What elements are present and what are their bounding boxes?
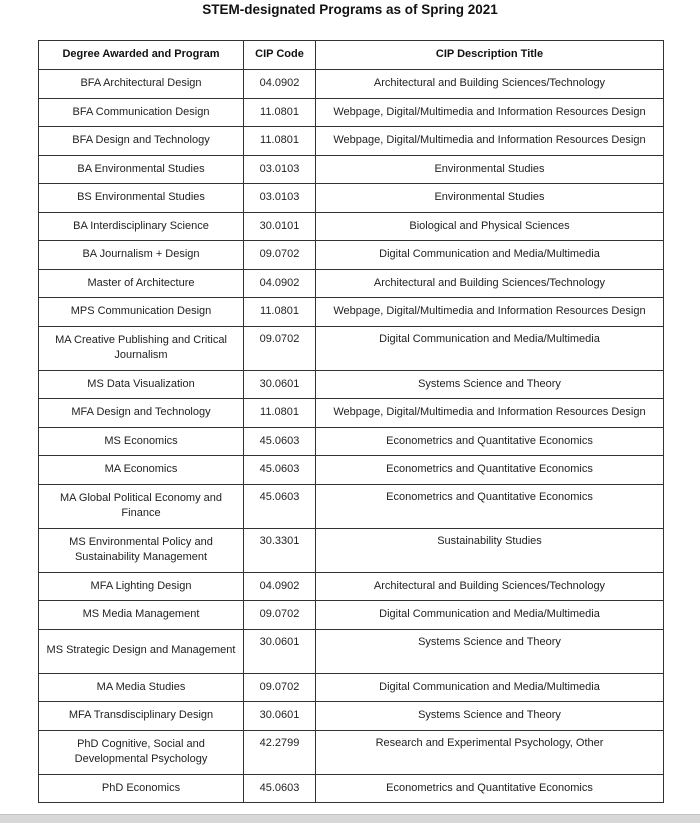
table-row xyxy=(39,601,664,630)
cip-code-cell: 04.0902 xyxy=(244,269,316,298)
cip-code-cell: 09.0702 xyxy=(244,326,316,370)
page-title: STEM-designated Programs as of Spring 2021 xyxy=(202,2,498,17)
header-cip-description: CIP Description Title xyxy=(316,41,664,70)
cip-code-cell: 30.0601 xyxy=(244,702,316,731)
cip-title-cell: Econometrics and Quantitative Economics xyxy=(316,456,664,485)
cip-code-cell: 30.0601 xyxy=(244,370,316,399)
cip-code-cell: 11.0801 xyxy=(244,127,316,156)
program-cell: MA Global Political Economy and Finance xyxy=(39,484,244,528)
cip-code-cell: 45.0603 xyxy=(244,427,316,456)
cip-title-cell: Architectural and Building Sciences/Technology xyxy=(316,70,664,99)
cip-code-cell: 30.0601 xyxy=(244,629,316,673)
program-cell: MA Media Studies xyxy=(39,673,244,702)
cip-title-cell: Systems Science and Theory xyxy=(316,702,664,731)
table-row xyxy=(39,427,664,456)
cip-title-cell: Webpage, Digital/Multimedia and Information Resources Design xyxy=(316,298,664,327)
table-row xyxy=(39,212,664,241)
table-row xyxy=(39,399,664,428)
table-row xyxy=(39,456,664,485)
table-header-row xyxy=(39,41,664,70)
cip-title-cell: Econometrics and Quantitative Economics xyxy=(316,774,664,803)
program-cell: PhD Cognitive, Social and Developmental Psychology xyxy=(39,730,244,774)
stem-programs-table xyxy=(38,40,664,803)
program-cell: BFA Design and Technology xyxy=(39,127,244,156)
cip-code-cell: 42.2799 xyxy=(244,730,316,774)
cip-title-cell: Digital Communication and Media/Multimedia xyxy=(316,601,664,630)
table-row xyxy=(39,269,664,298)
cip-code-cell: 11.0801 xyxy=(244,298,316,327)
cip-title-cell: Systems Science and Theory xyxy=(316,370,664,399)
table-row xyxy=(39,730,664,774)
cip-code-cell: 30.3301 xyxy=(244,528,316,572)
table-row xyxy=(39,127,664,156)
cip-title-cell: Webpage, Digital/Multimedia and Information Resources Design xyxy=(316,98,664,127)
cip-title-cell: Biological and Physical Sciences xyxy=(316,212,664,241)
cip-title-cell: Econometrics and Quantitative Economics xyxy=(316,427,664,456)
program-cell: BA Environmental Studies xyxy=(39,155,244,184)
cip-title-cell: Digital Communication and Media/Multimedia xyxy=(316,241,664,270)
program-cell: Master of Architecture xyxy=(39,269,244,298)
cip-code-cell: 03.0103 xyxy=(244,155,316,184)
table-row xyxy=(39,774,664,803)
table-row xyxy=(39,673,664,702)
cip-title-cell: Research and Experimental Psychology, Other xyxy=(316,730,664,774)
cip-code-cell: 30.0101 xyxy=(244,212,316,241)
table-row xyxy=(39,702,664,731)
table-row xyxy=(39,484,664,528)
cip-code-cell: 45.0603 xyxy=(244,456,316,485)
cip-title-cell: Digital Communication and Media/Multimedia xyxy=(316,673,664,702)
cip-code-cell: 09.0702 xyxy=(244,241,316,270)
table-row xyxy=(39,572,664,601)
cip-title-cell: Webpage, Digital/Multimedia and Information Resources Design xyxy=(316,399,664,428)
cip-title-cell: Systems Science and Theory xyxy=(316,629,664,673)
cip-title-cell: Environmental Studies xyxy=(316,184,664,213)
header-cip-code: CIP Code xyxy=(244,41,316,70)
cip-title-cell: Webpage, Digital/Multimedia and Information Resources Design xyxy=(316,127,664,156)
program-cell: MA Economics xyxy=(39,456,244,485)
table-row xyxy=(39,528,664,572)
cip-title-cell: Environmental Studies xyxy=(316,155,664,184)
program-cell: MFA Lighting Design xyxy=(39,572,244,601)
program-cell: BS Environmental Studies xyxy=(39,184,244,213)
cip-code-cell: 04.0902 xyxy=(244,572,316,601)
table-row xyxy=(39,98,664,127)
cip-title-cell: Econometrics and Quantitative Economics xyxy=(316,484,664,528)
cip-title-cell: Digital Communication and Media/Multimedia xyxy=(316,326,664,370)
program-cell: MS Data Visualization xyxy=(39,370,244,399)
program-cell: MS Environmental Policy and Sustainability Management xyxy=(39,528,244,572)
table-row xyxy=(39,629,664,673)
program-cell: BFA Architectural Design xyxy=(39,70,244,99)
program-cell: MFA Transdisciplinary Design xyxy=(39,702,244,731)
program-cell: BFA Communication Design xyxy=(39,98,244,127)
cip-code-cell: 11.0801 xyxy=(244,399,316,428)
program-cell: MFA Design and Technology xyxy=(39,399,244,428)
cip-title-cell: Architectural and Building Sciences/Technology xyxy=(316,572,664,601)
cip-code-cell: 45.0603 xyxy=(244,774,316,803)
cip-title-cell: Sustainability Studies xyxy=(316,528,664,572)
program-cell: BA Journalism + Design xyxy=(39,241,244,270)
program-cell: MA Creative Publishing and Critical Journalism xyxy=(39,326,244,370)
cip-code-cell: 11.0801 xyxy=(244,98,316,127)
table-row xyxy=(39,241,664,270)
cip-code-cell: 09.0702 xyxy=(244,601,316,630)
table-row xyxy=(39,184,664,213)
cip-title-cell: Architectural and Building Sciences/Technology xyxy=(316,269,664,298)
program-cell: MS Economics xyxy=(39,427,244,456)
program-cell: MS Strategic Design and Management xyxy=(39,629,244,673)
cip-code-cell: 09.0702 xyxy=(244,673,316,702)
program-cell: MS Media Management xyxy=(39,601,244,630)
cip-code-cell: 03.0103 xyxy=(244,184,316,213)
program-cell: BA Interdisciplinary Science xyxy=(39,212,244,241)
table-row xyxy=(39,326,664,370)
header-degree-program: Degree Awarded and Program xyxy=(39,41,244,70)
table-row xyxy=(39,155,664,184)
table-row xyxy=(39,70,664,99)
program-cell: MPS Communication Design xyxy=(39,298,244,327)
program-cell: PhD Economics xyxy=(39,774,244,803)
cip-code-cell: 45.0603 xyxy=(244,484,316,528)
cip-code-cell: 04.0902 xyxy=(244,70,316,99)
table-row xyxy=(39,370,664,399)
table-row xyxy=(39,298,664,327)
